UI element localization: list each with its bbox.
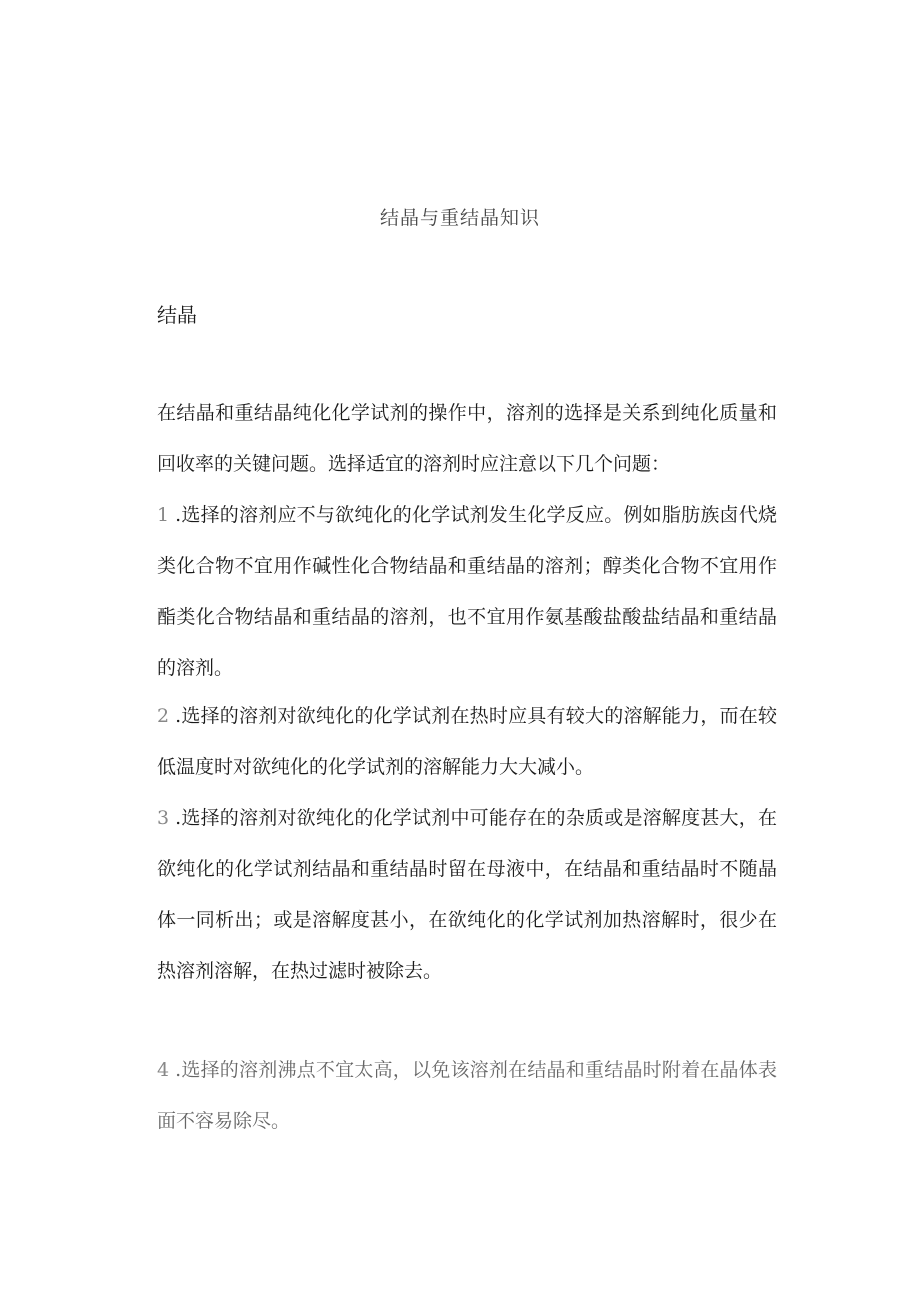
item-text: .选择的溶剂对欲纯化的化学试剂在热时应具有较大的溶解能力，而在较低温度时对欲纯化的化学试剂的溶解能力大大减小。 [157,705,777,778]
item-number: 4 [157,1059,170,1081]
item-text: .选择的溶剂应不与欲纯化的化学试剂发生化学反应。例如脂肪族卤代烧类化合物不宜用作碱性化合物结晶和重结晶的溶剂；醇类化合物不宜用作酯类化合物结晶和重结晶的溶剂，也不宜用作氨基酸盐酸盐结晶和重结晶的溶剂。 [157,504,777,679]
list-item-1 [157,490,777,694]
item-number: 3 [157,807,170,829]
item-text: .选择的溶剂对欲纯化的化学试剂中可能存在的杂质或是溶解度甚大，在欲纯化的化学试剂结晶和重结晶时留在母液中，在结晶和重结晶时不随晶体一同析出；或是溶解度甚小，在欲纯化的化学试剂加热溶解时，很少在热溶剂溶解，在热过滤时被除去。 [157,807,777,982]
list-item-4 [157,1045,777,1147]
section-heading: 结晶 [157,303,197,327]
item-text: .选择的溶剂沸点不宜太高，以免该溶剂在结晶和重结晶时附着在晶体表面不容易除尽。 [157,1059,777,1132]
document-title: 结晶与重结晶知识 [379,207,540,229]
list-item-3 [157,793,777,997]
list-item-2 [157,691,777,793]
intro-paragraph: 在结晶和重结晶纯化化学试剂的操作中，溶剂的选择是关系到纯化质量和回收率的关键问题。选择适宜的溶剂时应注意以下几个问题： [157,402,777,475]
item-number: 1 [157,504,170,526]
item-number: 2 [157,705,170,727]
